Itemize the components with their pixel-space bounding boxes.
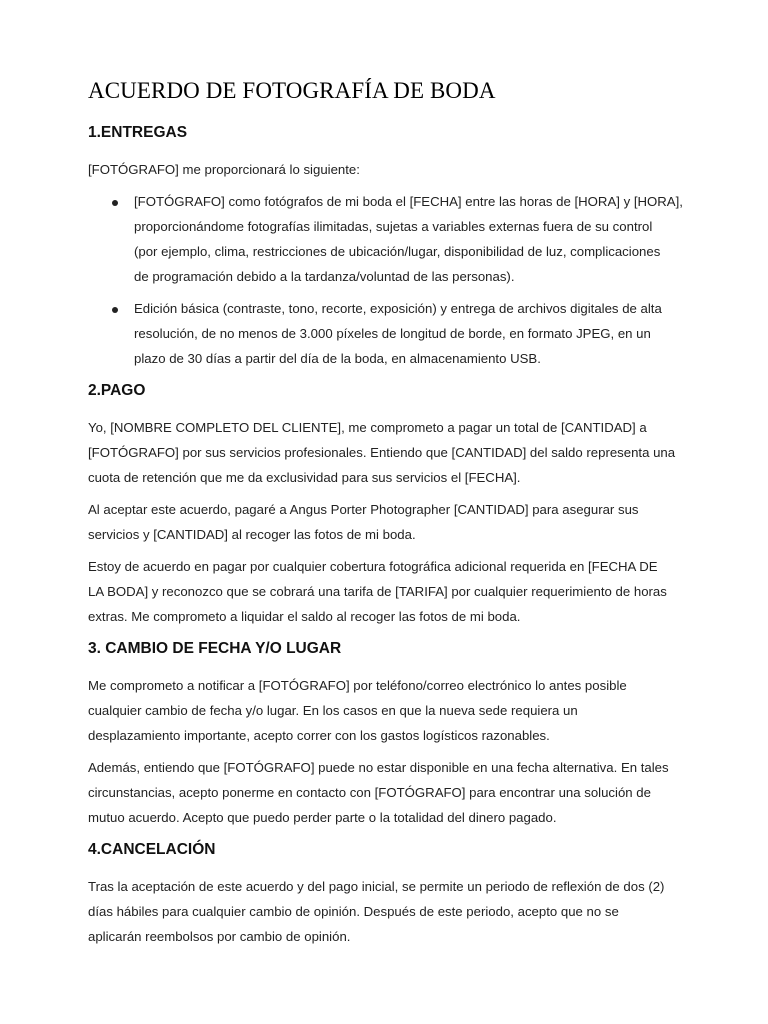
paragraph: [88, 415, 684, 490]
paragraph: [88, 755, 684, 830]
text-line: extras. Me comprometo a liquidar el saldo al recoger las fotos de mi boda.: [88, 609, 521, 624]
paragraph: [88, 157, 684, 182]
text-line: Al aceptar este acuerdo, pagaré a Angus Porter Photographer [CANTIDAD] para asegurar sus: [88, 502, 639, 517]
text-line: Tras la aceptación de este acuerdo y del pago inicial, se permite un periodo de reflexión de dos (2): [88, 879, 665, 894]
text-line: Yo, [NOMBRE COMPLETO DEL CLIENTE], me comprometo a pagar un total de [CANTIDAD] a: [88, 420, 647, 435]
section-heading-cancelacion: 4.CANCELACIÓN: [88, 841, 216, 858]
text-line: circunstancias, acepto ponerme en contacto con [FOTÓGRAFO] para encontrar una solución de: [88, 785, 651, 800]
text-line: (por ejemplo, clima, restricciones de ubicación/lugar, disponibilidad de luz, complicaciones: [134, 244, 661, 259]
paragraph: [88, 554, 684, 629]
list-item-text: [134, 296, 684, 371]
section-heading-pago: 2.PAGO: [88, 382, 146, 399]
text-line: cualquier cambio de fecha y/o lugar. En los casos en que la nueva sede requiera un: [88, 703, 578, 718]
text-line: Edición básica (contraste, tono, recorte, exposición) y entrega de archivos digitales de alta: [134, 301, 662, 316]
paragraph: [88, 874, 684, 949]
text-line: Me comprometo a notificar a [FOTÓGRAFO] por teléfono/correo electrónico lo antes posible: [88, 678, 627, 693]
text-line: de programación debido a la tardanza/voluntad de las personas).: [134, 269, 515, 284]
document-page: [88, 0, 684, 1024]
section-heading-entregas: 1.ENTREGAS: [88, 124, 188, 141]
text-line: días hábiles para cualquier cambio de opinión. Después de este periodo, acepto que no se: [88, 904, 619, 919]
paragraph: [88, 497, 684, 547]
text-line: Además, entiendo que [FOTÓGRAFO] puede no estar disponible en una fecha alternativa. En tales: [88, 760, 669, 775]
text-line: resolución, de no menos de 3.000 píxeles de longitud de borde, en formato JPEG, en un: [134, 326, 651, 341]
list-item-text: [134, 189, 684, 289]
text-line: [FOTÓGRAFO] como fotógrafos de mi boda el [FECHA] entre las horas de [HORA] y [HORA],: [134, 194, 683, 209]
section-heading-cambio-fecha-lugar: 3. CAMBIO DE FECHA Y/O LUGAR: [88, 640, 342, 657]
text-line: mutuo acuerdo. Acepto que puedo perder parte o la totalidad del dinero pagado.: [88, 810, 557, 825]
bullet-icon: [112, 200, 118, 206]
text-line: aplicarán reembolsos por cambio de opinión.: [88, 929, 351, 944]
text-line: proporcionándome fotografías ilimitadas, sujetas a variables externas fuera de su control: [134, 219, 653, 234]
text-line: desplazamiento importante, acepto correr con los gastos logísticos razonables.: [88, 728, 550, 743]
document-title: ACUERDO DE FOTOGRAFÍA DE BODA: [88, 78, 496, 103]
text-line: servicios y [CANTIDAD] al recoger las fotos de mi boda.: [88, 527, 416, 542]
text-line: [FOTÓGRAFO] me proporcionará lo siguiente:: [88, 162, 360, 177]
bullet-icon: [112, 307, 118, 313]
text-line: LA BODA] y reconozco que se cobrará una tarifa de [TARIFA] por cualquier requerimiento de horas: [88, 584, 667, 599]
text-line: Estoy de acuerdo en pagar por cualquier cobertura fotográfica adicional requerida en [FECHA DE: [88, 559, 658, 574]
text-line: [FOTÓGRAFO] por sus servicios profesionales. Entiendo que [CANTIDAD] del saldo representa una: [88, 445, 676, 460]
paragraph: [88, 673, 684, 748]
text-line: plazo de 30 días a partir del día de la boda, en almacenamiento USB.: [134, 351, 541, 366]
text-line: cuota de retención que me da exclusividad para sus servicios el [FECHA].: [88, 470, 521, 485]
